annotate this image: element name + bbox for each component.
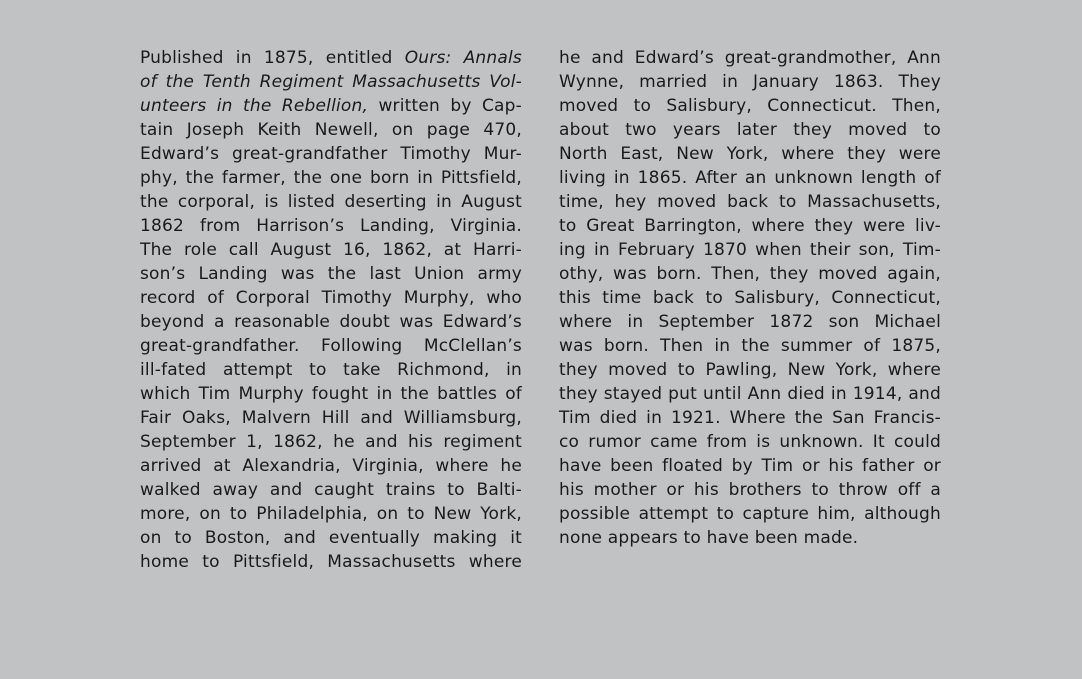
text-run: The role call August 16, 1862, at Harri- [140,240,522,260]
text-line [140,430,522,454]
text-line [559,46,941,70]
text-run: Wynne, married in January 1863. They [559,72,941,92]
text-run: tain Joseph Keith Newell, on page 470, [140,120,522,140]
text-line [559,454,941,478]
text-run: Tim died in 1921. Where the San Francis- [559,408,941,428]
text-run: have been floated by Tim or his father or [559,456,941,476]
text-line [559,334,941,358]
text-run: they moved to Pawling, New York, where [559,360,941,380]
text-run: on to Boston, and eventually making it [140,528,522,548]
text-run: arrived at Alexandria, Virginia, where he [140,456,522,476]
text-line [140,454,522,478]
text-line [559,166,941,190]
italic-text: unteers in the Rebellion, [140,96,369,116]
text-run: phy, the farmer, the one born in Pittsfield, [140,168,522,188]
text-line [559,358,941,382]
text-line [140,382,522,406]
text-line [140,550,522,574]
text-run: he and Edward’s great-grandmother, Ann [559,48,941,68]
text-line [140,238,522,262]
text-run: ing in February 1870 when their son, Tim- [559,240,941,260]
text-run: time, hey moved back to Massachusetts, [559,192,941,212]
text-line [140,526,522,550]
text-run: was born. Then in the summer of 1875, [559,336,941,356]
text-run: September 1, 1862, he and his regiment [140,432,522,452]
text-run: walked away and caught trains to Balti- [140,480,522,500]
text-run: beyond a reasonable doubt was Edward’s [140,312,522,332]
text-line [559,94,941,118]
text-run: his mother or his brothers to throw off a [559,480,941,500]
text-run: this time back to Salisbury, Connecticut, [559,288,941,308]
text-run: record of Corporal Timothy Murphy, who [140,288,522,308]
text-run: about two years later they moved to [559,120,941,140]
text-run: they stayed put until Ann died in 1914, and [559,384,941,404]
text-run: which Tim Murphy fought in the battles of [140,384,522,404]
text-run: Fair Oaks, Malvern Hill and Williamsburg, [140,408,522,428]
text-line [140,310,522,334]
text-run: home to Pittsfield, Massachusetts where [140,552,522,572]
text-line [140,334,522,358]
text-line [559,478,941,502]
left-text-column [140,46,522,574]
text-run: none appears to have been made. [559,528,859,548]
right-text-column [559,46,941,550]
text-line [559,142,941,166]
text-run: great-grandfather. Following McClellan’s [140,336,522,356]
text-line [559,502,941,526]
text-line [140,190,522,214]
text-line [140,478,522,502]
italic-text: of the Tenth Regiment Massachusetts Vol- [140,72,522,92]
text-line [559,406,941,430]
text-run: the corporal, is listed deserting in August [140,192,522,212]
text-run: North East, New York, where they were [559,144,941,164]
text-line [559,238,941,262]
text-run: written by Cap- [368,96,522,116]
text-line [140,502,522,526]
text-line [140,46,522,70]
text-run: Edward’s great-grandfather Timothy Mur- [140,144,522,164]
text-line [559,382,941,406]
italic-text: Ours: Annals [404,48,522,68]
text-run: where in September 1872 son Michael [559,312,941,332]
text-run: othy, was born. Then, they moved again, [559,264,941,284]
text-line [559,310,941,334]
text-run: 1862 from Harrison’s Landing, Virginia. [140,216,522,236]
text-run: co rumor came from is unknown. It could [559,432,941,452]
text-line [559,190,941,214]
text-line [140,94,522,118]
text-run: living in 1865. After an unknown length of [559,168,941,188]
text-run: son’s Landing was the last Union army [140,264,522,284]
text-line [559,262,941,286]
text-line [140,70,522,94]
text-line [140,214,522,238]
text-line [140,262,522,286]
text-line [140,358,522,382]
text-line [140,286,522,310]
text-line [559,526,941,550]
text-line [140,142,522,166]
text-line [140,406,522,430]
text-run: more, on to Philadelphia, on to New York, [140,504,522,524]
text-run: possible attempt to capture him, although [559,504,941,524]
text-run: Published in 1875, entitled [140,48,405,68]
text-line [559,70,941,94]
text-line [559,286,941,310]
text-line [140,118,522,142]
text-line [559,214,941,238]
text-line [140,166,522,190]
text-run: ill-fated attempt to take Richmond, in [140,360,522,380]
text-run: moved to Salisbury, Connecticut. Then, [559,96,941,116]
text-line [559,430,941,454]
text-line [559,118,941,142]
text-run: to Great Barrington, where they were liv- [559,216,941,236]
